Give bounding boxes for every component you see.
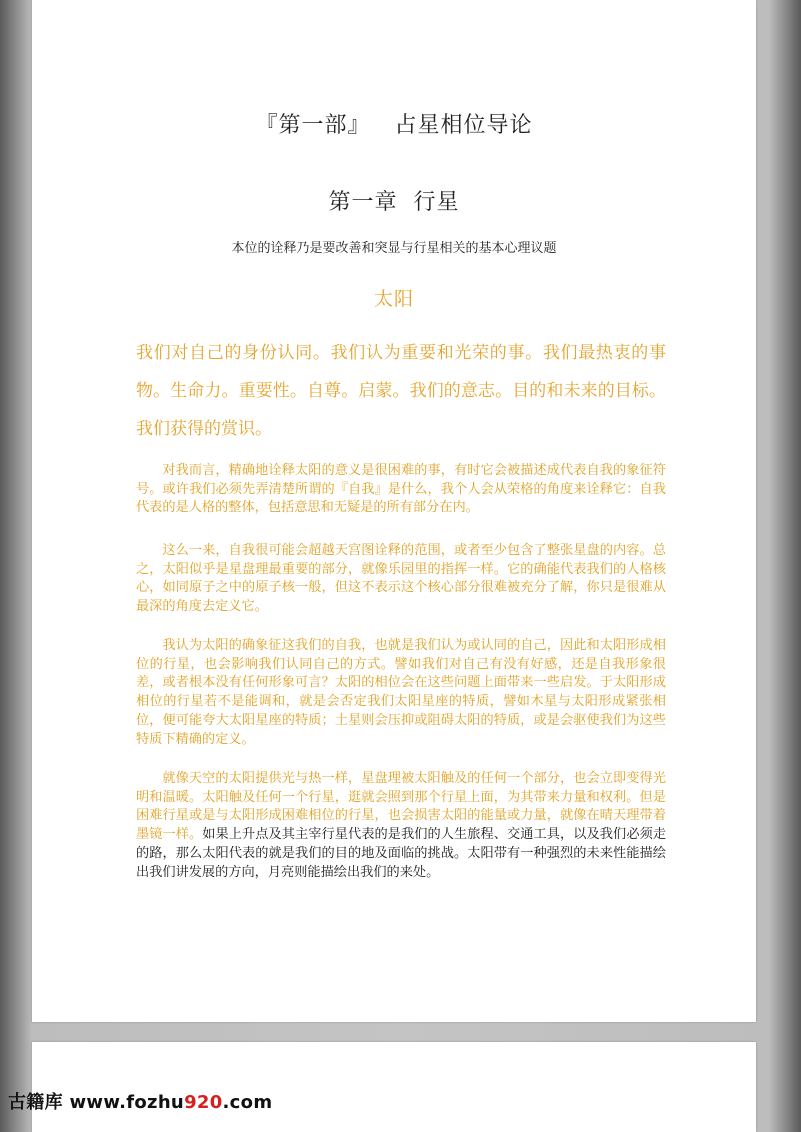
site-watermark bbox=[8, 1088, 272, 1114]
section-title-sun: 太阳 bbox=[373, 288, 414, 310]
paragraph-3: 我认为太阳的确象征这我们的自我，也就是我们认为或认同的自己，因此和太阳形成相位的行星，也会影响我们认同自己的方式。譬如我们对自己有没有好感，还是自我形象很差，或者根本没有任何形象可言？太阳的相位会在这些问题上面带来一些启发。于太阳形成相位的行星若不是能调和，就是会否定我们太阳星座的特质，譬如木星与太阳形成紧张相位，便可能夸大太阳星座的特质；土星则会压抑或阻碍太阳的特质，或是会驱使我们为这些特质下精确的定义。 bbox=[136, 638, 666, 747]
paragraph-2: 这么一来，自我很可能会超越天宫图诠释的范围，或者至少包含了整张星盘的内容。总之，太阳似乎是星盘理最重要的部分，就像乐园里的指挥一样。它的确能代表我们的人格核心，如同原子之中的原子核一般，但这不表示这个核心部分很难被充分了解，你只是很难从最深的角度去定义它。 bbox=[136, 543, 666, 615]
chapter-subtitle: 本位的诠释乃是要改善和突显与行星相关的基本心理议题 bbox=[231, 241, 557, 256]
paragraph-4-black-text: 如果上升点及其主宰行星代表的是我们的人生旅程、交通工具，以及我们必须走的路，那么太阳代表的就是我们的目的地及面临的挑战。太阳带有一种强烈的未来性能描绘出我们讲发展的方向，月亮则能描绘出我们的来处。 bbox=[136, 827, 667, 880]
watermark-brand: 古籍库 bbox=[8, 1092, 63, 1113]
chapter-title: 第一章 行星 bbox=[328, 190, 460, 215]
sun-keywords: 我们对自己的身份认同。我们认为重要和光荣的事。我们最热衷的事物。生命力。重要性。自尊。启蒙。我们的意志。目的和未来的目标。我们获得的赏识。 bbox=[136, 343, 666, 439]
watermark-url-number: 920 bbox=[184, 1092, 223, 1113]
next-page bbox=[32, 1042, 756, 1132]
watermark-url-part1: www.fozhu bbox=[62, 1092, 185, 1113]
watermark-url-suffix: .com bbox=[222, 1092, 273, 1113]
paragraph-1: 对我而言，精确地诠释太阳的意义是很困难的事，有时它会被描述成代表自我的象征符号。或许我们必须先弄清楚所谓的『自我』是什么，我个人会从荣格的角度来诠释它：自我代表的是人格的整体，包括意思和无疑是的所有部分在内。 bbox=[136, 463, 666, 516]
paragraph-4-orange-text: 就像天空的太阳提供光与热一样，星盘理被太阳触及的任何一个部分，也会立即变得光明和温暖。太阳触及任何一个行星，逛就会照到那个行星上面，为其带来力量和权利。但是困难行星或是与太阳形成困难相位的行星，也会损害太阳的能量或力量，就像在晴天理带着墨镜一样。 bbox=[136, 771, 666, 843]
paragraph-4 bbox=[136, 770, 666, 882]
document-page bbox=[32, 0, 756, 1022]
part-title: 『第一部』 占星相位导论 bbox=[255, 113, 533, 138]
